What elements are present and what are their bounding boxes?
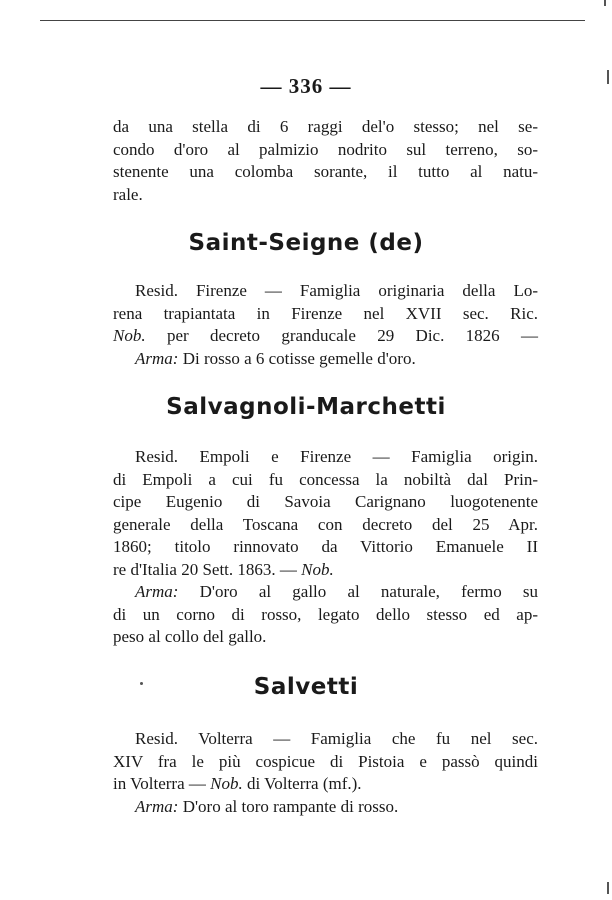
text-line: rale. [113,184,143,204]
text-fragment: di Volterra (mf.). [246,774,362,793]
scan-mark [607,882,609,894]
text-line [113,325,538,348]
entry-body [113,446,538,649]
arma-label: Arma: [135,348,179,368]
text-fragment: D'oro al toro rampante di rosso. [182,796,399,816]
top-rule [40,20,585,21]
text-fragment: per decreto granducale 29 Dic. 1826 — [166,326,539,345]
text-line: condo d'oro al palmizio nodrito sul terreno, so- [113,139,538,159]
entry-title: Salvetti [253,674,359,700]
text-line: Resid. Empoli e Firenze — Famiglia origin. [135,447,538,466]
text-line: rena trapiantata in Firenze nel XVII sec. Ric. [113,303,538,323]
text-line: Resid. Volterra — Famiglia che fu nel sec. [135,729,538,748]
text-fragment: in Volterra — [113,774,206,793]
text-line [113,348,538,371]
text-fragment: Di rosso a 6 cotisse gemelle d'oro. [182,348,416,368]
entry-body [113,280,538,370]
arma-label: Arma: [135,796,179,816]
text-line [113,773,538,796]
text-line: di Empoli a cui fu concessa la nobiltà dal Prin- [113,469,538,489]
text-line [113,796,538,819]
nob-label: Nob. [113,326,146,345]
nob-label: Nob. [210,774,243,793]
text-line [113,559,538,582]
text-line: Resid. Firenze — Famiglia originaria della Lo- [135,281,538,300]
arma-label: Arma: [135,582,179,601]
text-line: di un corno di rosso, legato dello stesso ed ap- [113,604,538,624]
text-line: cipe Eugenio di Savoia Carignano luogotenente [113,492,538,511]
entry-title: Saint-Seigne (de) [188,230,424,256]
intro-paragraph [113,116,538,206]
page-number: — 336 — [260,74,352,98]
text-fragment: re d'Italia 20 Sett. 1863. — [113,559,297,579]
entry-body [113,728,538,818]
text-line: XIV fra le più cospicue di Pistoia e passò quindi [113,751,538,771]
text-line: 1860; titolo rinnovato da Vittorio Emanuele II [113,537,538,556]
text-line: peso al collo del gallo. [113,627,267,646]
text-line [113,581,538,604]
text-fragment: D'oro al gallo al naturale, fermo su [199,582,538,601]
nob-label: Nob. [301,559,334,579]
text-line: stenente una colomba sorante, il tutto al natu- [113,162,538,181]
scan-mark [604,0,606,6]
text-line: da una stella di 6 raggi del'o stesso; nel se- [113,117,538,136]
text-line: generale della Toscana con decreto del 25 Apr. [113,514,538,534]
entry-title: Salvagnoli-Marchetti [166,394,446,420]
